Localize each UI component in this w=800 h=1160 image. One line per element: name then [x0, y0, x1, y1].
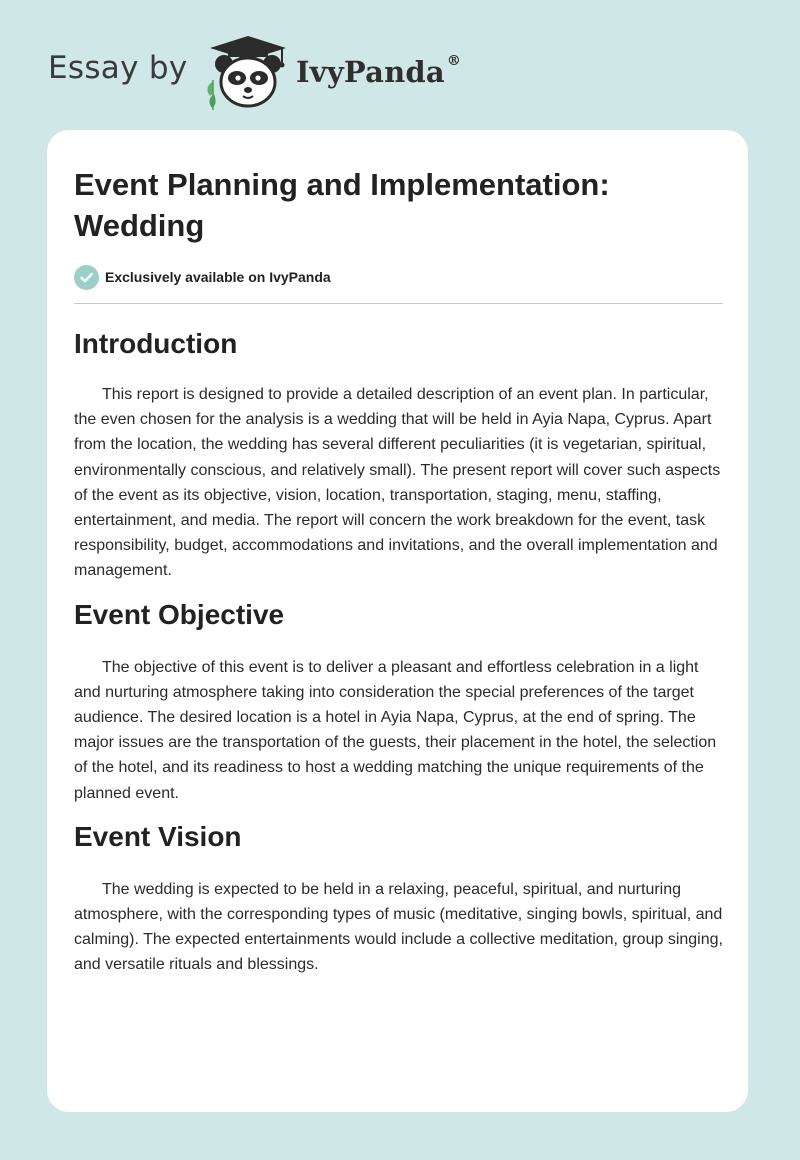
section-paragraph-introduction: This report is designed to provide a detailed description of an event plan. In particular, the even chosen for the analysis is a wedding that will be held in Ayia Napa, Cyprus. Apart from the location, the wedding has several different peculiarities (it is vegetarian, spiritual, environmentally conscious, and relatively small). The present report will cover such aspects of the event as its objective, vision, location, transportation, staging, menu, staffing, entertainment, and media. The report will concern the work breakdown for the event, task responsibility, budget, accommodations and invitations, and the overall implementation and management. [74, 386, 721, 580]
section-heading-introduction: Introduction [74, 328, 238, 359]
section-paragraph-event-vision: The wedding is expected to be held in a relaxing, peaceful, spiritual, and nurturing atmosphere, with the corresponding types of music (meditative, singing bowls, spiritual, and calming). The expected entertainments would include a collective meditation, group singing, and versatile rituals and blessings. [74, 880, 723, 974]
exclusive-badge [74, 264, 331, 290]
article-body [74, 320, 724, 978]
section-heading-event-vision: Event Vision [74, 820, 242, 852]
section-heading-event-objective: Event Objective [74, 598, 285, 630]
essay-by-label: Essay by [48, 50, 188, 86]
section-paragraph-event-objective: The objective of this event is to deliver a pleasant and effortless celebration in a light and nurturing atmosphere taking into consideration the special preferences of the target audience. The desired location is a hotel in Ayia Napa, Cyprus, at the end of spring. The major issues are the transportation of the guests, their placement in the hotel, the selection of the hotel, and its readiness to host a wedding matching the unique requirements of the planned event. [74, 658, 717, 802]
article-card [47, 130, 748, 1112]
exclusive-label: Exclusively available on IvyPanda [105, 269, 331, 285]
page-title: Event Planning and Implementation: Wedding [74, 167, 610, 243]
panda-graduate-icon[interactable] [198, 34, 290, 110]
registered-mark: ® [446, 53, 462, 70]
brand-name: IvyPanda [296, 55, 445, 89]
site-header [0, 0, 800, 130]
brand-logo[interactable] [296, 55, 461, 89]
title-divider [74, 303, 723, 304]
check-icon [74, 265, 99, 290]
